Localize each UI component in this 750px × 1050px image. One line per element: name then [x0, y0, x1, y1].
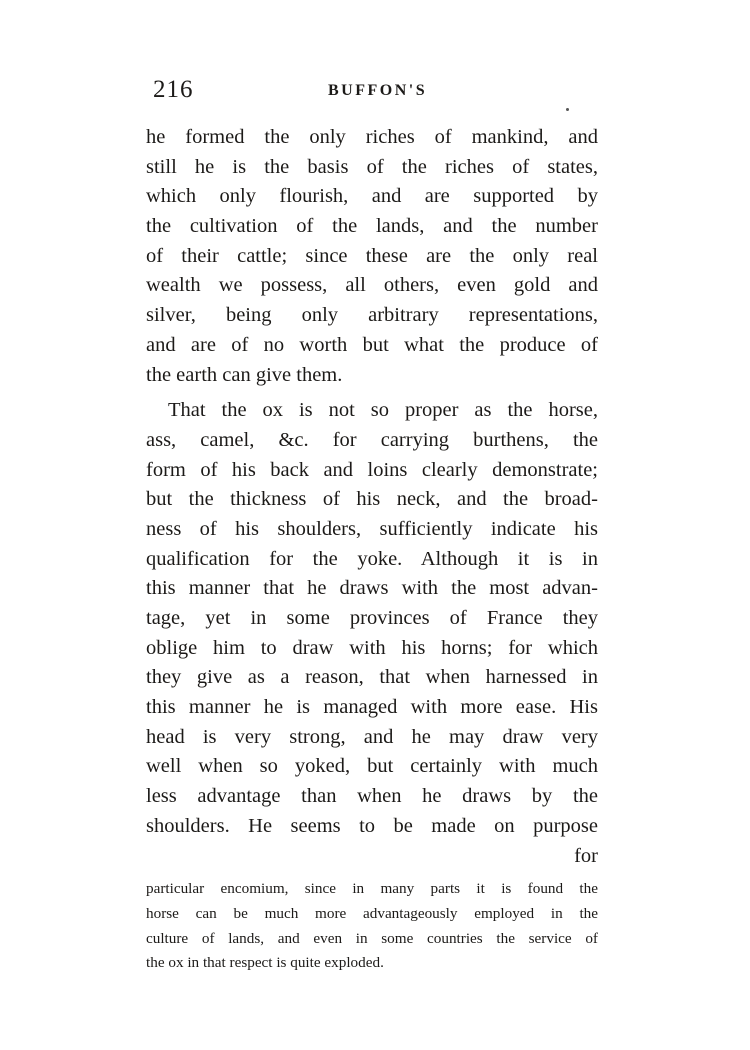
text-line: oblige him to draw with his horns; for which [146, 636, 598, 659]
text-line: which only flourish, and are supported by [146, 185, 598, 208]
text-line: shoulders. He seems to be made on purpose [146, 814, 598, 837]
text-line: head is very strong, and he may draw very [146, 725, 598, 748]
text-line: well when so yoked, but certainly with much [146, 755, 598, 778]
text-line: the earth can give them. [146, 363, 343, 386]
text-line: but the thickness of his neck, and the broad- [146, 488, 598, 511]
text-line: That the ox is not so proper as the horse, [168, 399, 598, 422]
footnote-line: culture of lands, and even in some countries the service of [146, 929, 598, 947]
footnote-line: particular encomium, since in many parts it is found the [146, 880, 598, 897]
text-line: and are of no worth but what the produce of [146, 333, 598, 356]
text-line: less advantage than when he draws by the [146, 785, 598, 808]
text-line: qualification for the yoke. Although it is in [146, 547, 598, 570]
running-title: BUFFON'S [328, 82, 428, 99]
running-head [150, 76, 600, 106]
main-text [146, 123, 598, 871]
footnote-line: the ox in that respect is quite exploded. [146, 954, 384, 972]
text-line: silver, being only arbitrary representations, [146, 304, 598, 327]
text-line: tage, yet in some provinces of France they [146, 607, 598, 629]
text-line: form of his back and loins clearly demonstrate; [146, 458, 598, 481]
ink-speck [566, 108, 569, 111]
paragraph-1 [146, 123, 598, 390]
catchword: for [574, 844, 598, 867]
footnote [146, 877, 598, 976]
paragraph-2 [146, 396, 598, 871]
page-number: 216 [153, 76, 194, 103]
text-line: he formed the only riches of mankind, and [146, 126, 598, 148]
text-line: this manner he is managed with more ease. His [146, 696, 598, 719]
text-line: the cultivation of the lands, and the number [146, 215, 598, 238]
text-line: ass, camel, &c. for carrying burthens, the [146, 428, 598, 451]
text-line: still he is the basis of the riches of states, [146, 155, 598, 178]
text-line: ness of his shoulders, sufficiently indicate his [146, 517, 598, 540]
text-line: this manner that he draws with the most advan- [146, 577, 598, 600]
footnote-line: horse can be much more advantageously employed in the [146, 904, 598, 922]
text-line: of their cattle; since these are the only real [146, 244, 598, 267]
text-line: they give as a reason, that when harnessed in [146, 666, 598, 689]
text-line: wealth we possess, all others, even gold and [146, 274, 598, 297]
